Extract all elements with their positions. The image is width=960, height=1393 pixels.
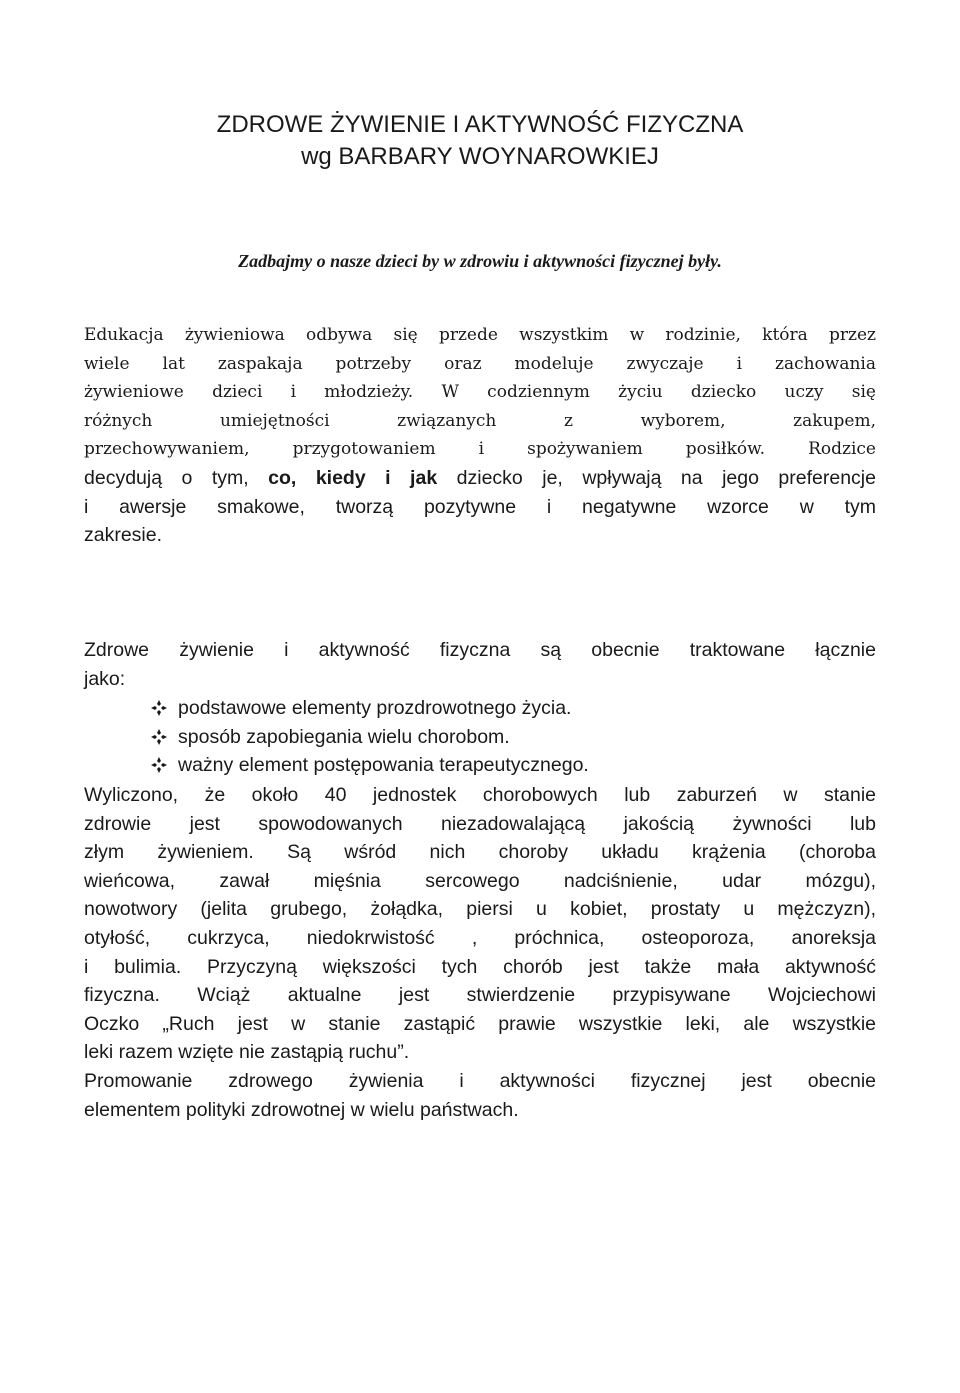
para3-line-1: Wyliczono, że około 40 jednostek chorobowych lub zaburzeń w stanie	[84, 784, 876, 806]
diamond-bullet-icon	[150, 756, 168, 774]
para2-line-5: i awersje smakowe, tworzą pozytywne i negatywne wzorce w tym	[84, 495, 876, 518]
tagline: Zadbajmy o nasze dzieci by w zdrowiu i aktywności fizycznej były.	[238, 251, 722, 271]
para4-line-1: Promowanie zdrowego żywienia i aktywności fizycznej jest obecnie	[84, 1070, 876, 1092]
para2-line-1-text: W codziennym życiu dziecko uczy się	[441, 382, 876, 403]
intro-line-1: Zdrowe żywienie i aktywność fizyczna są obecnie traktowane łącznie	[84, 639, 876, 661]
document-title	[84, 109, 876, 173]
para1-line-3-text: żywieniowe dzieci i młodzieży.	[84, 382, 414, 403]
paragraph-parents-decide	[84, 464, 876, 550]
bullet-list	[150, 694, 850, 780]
para1-line-2: wiele lat zaspakaja potrzeby oraz modeluje zwyczaje i zachowania	[84, 353, 876, 374]
para2-line-4-end: dziecko je, wpływają na jego preferencje	[456, 467, 876, 489]
list-item	[150, 751, 850, 780]
para2-line-3	[84, 435, 876, 464]
list-item	[150, 694, 850, 723]
para3-line-2: zdrowie jest spowodowanych niezadowalającą jakością żywności lub	[84, 812, 876, 835]
para1-line-3	[84, 378, 876, 407]
paragraph-diseases	[84, 781, 876, 1067]
para3-line-7: i bulimia. Przyczyną większości tych chorób jest także mała aktywność	[84, 955, 876, 978]
para2-line-2: różnych umiejętności związanych z wyborem, zakupem,	[84, 410, 876, 431]
para2-line-4-start: decydują o tym,	[84, 467, 249, 489]
bullet-text: sposób zapobiegania wielu chorobom.	[178, 725, 510, 748]
para3-line-8: fizyczna. Wciąż aktualne jest stwierdzenie przypisywane Wojciechowi	[84, 984, 876, 1007]
paragraph-list-intro	[84, 636, 876, 693]
para2-line-4-bold: co, kiedy i jak	[268, 467, 438, 489]
para2-line-6: zakresie.	[84, 524, 163, 547]
para3-line-10: leki razem wzięte nie zastąpią ruchu”.	[84, 1041, 410, 1064]
para3-line-4: wieńcowa, zawał mięśnia sercowego nadciśnienie, udar mózgu),	[84, 869, 876, 892]
title-line-1: ZDROWE ŻYWIENIE I AKTYWNOŚĆ FIZYCZNA	[216, 111, 744, 138]
diamond-bullet-icon	[150, 699, 168, 717]
intro-line-2: jako:	[84, 667, 126, 690]
list-item	[150, 723, 850, 752]
para3-line-9: Oczko „Ruch jest w stanie zastąpić prawie wszystkie leki, ale wszystkie	[84, 1012, 876, 1035]
para1-line-1: Edukacja żywieniowa odbywa się przede wszystkim w rodzinie, która przez	[84, 325, 876, 345]
para2-line-3-text: przechowywaniem, przygotowaniem i spożywaniem posiłków.	[84, 439, 766, 460]
para4-line-2: elementem polityki zdrowotnej w wielu państwach.	[84, 1098, 519, 1121]
para3-line-6: otyłość, cukrzyca, niedokrwistość , próchnica, osteoporoza, anoreksja	[84, 926, 876, 949]
para3-line-5: nowotwory (jelita grubego, żołądka, piersi u kobiet, prostaty u mężczyzn),	[84, 898, 876, 921]
bullet-text: ważny element postępowania terapeutycznego.	[178, 754, 589, 777]
title-line-2: wg BARBARY WOYNAROWKIEJ	[301, 143, 659, 170]
diamond-bullet-icon	[150, 728, 168, 746]
paragraph-promotion	[84, 1067, 876, 1124]
bullet-text: podstawowe elementy prozdrowotnego życia.	[178, 697, 572, 719]
para3-line-3: złym żywieniem. Są wśród nich choroby układu krążenia (choroba	[84, 841, 876, 864]
paragraph-family-education	[84, 321, 876, 464]
para2-line-4	[84, 464, 876, 493]
para2-line-3-end: Rodzice	[808, 439, 876, 460]
